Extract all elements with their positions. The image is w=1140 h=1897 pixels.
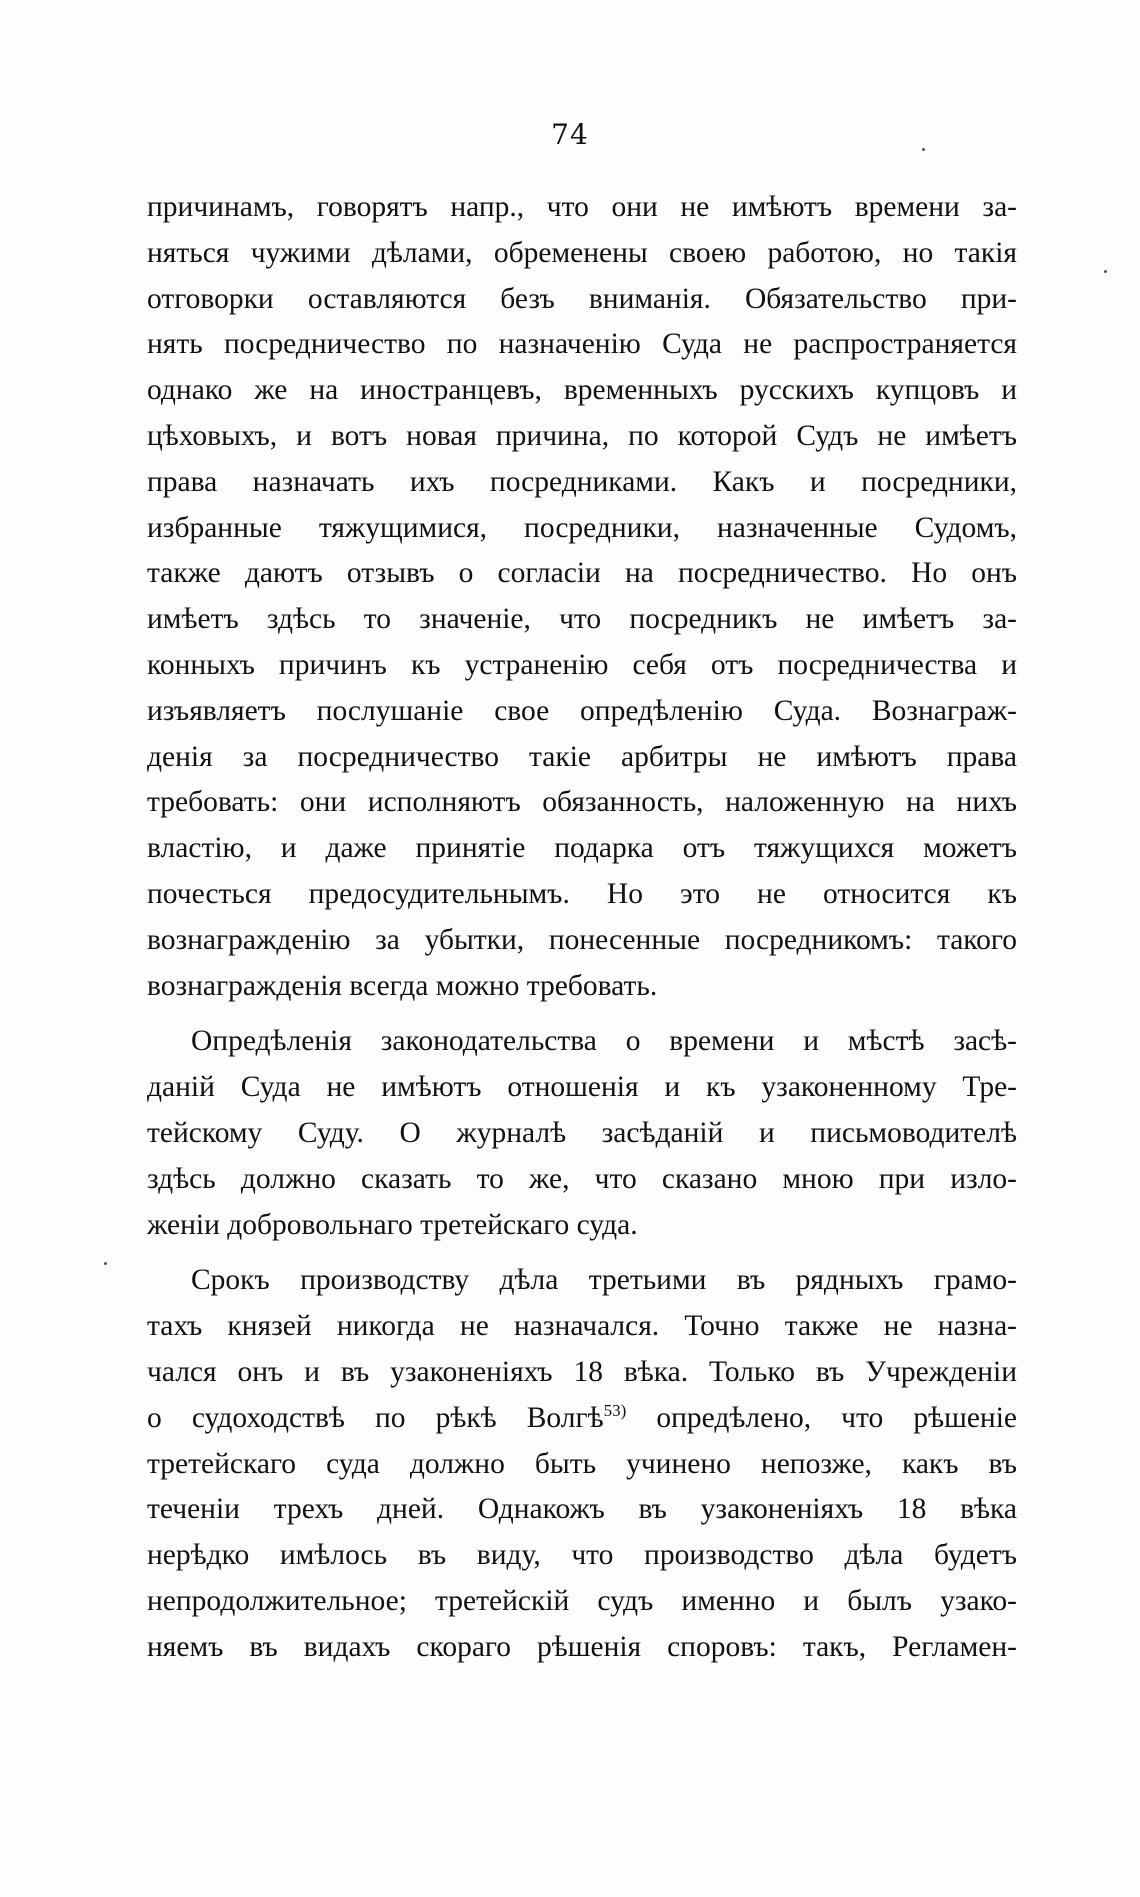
text-line: цѣховыхъ, и вотъ новая причина, по которой Судъ не имѣетъ <box>147 419 1017 452</box>
text-line: Срокъ производству дѣла третьими въ рядныхъ грамо- <box>191 1264 1017 1297</box>
text-line: права назначать ихъ посредниками. Какъ и посредники, <box>147 465 1017 498</box>
text-line: теченіи трехъ дней. Однакожъ въ узаконеніяхъ 18 вѣка <box>147 1493 1017 1526</box>
text-line: няться чужими дѣлами, обременены своею работою, но такія <box>147 236 1017 269</box>
paragraph-2 <box>147 1019 1017 1248</box>
text-line: отговорки оставляются безъ вниманія. Обязательство при- <box>147 282 1017 315</box>
paragraph-1 <box>147 185 1017 1009</box>
text-line: чался онъ и въ узаконеніяхъ 18 вѣка. Только въ Учрежденіи <box>147 1355 1017 1388</box>
text-line: денія за посредничество такіе арбитры не имѣютъ права <box>147 740 1017 773</box>
text-line: вознагражденія всегда можно требовать. <box>147 969 658 1002</box>
text-line: нять посредничество по назначенію Суда не распространяется <box>147 328 1017 361</box>
text-line: даній Суда не имѣютъ отношенія и къ узаконенному Тре- <box>147 1071 1017 1104</box>
text-line: причинамъ, говорятъ напр., что они не имѣютъ времени за- <box>147 191 1017 223</box>
text-line: нерѣдко имѣлось въ виду, что производство дѣла будетъ <box>147 1539 1017 1572</box>
line-text-after-footnote: опредѣлено, что рѣшеніе <box>626 1401 1017 1434</box>
footnote-reference: 53) <box>603 1400 627 1420</box>
text-line: почесться предосудительнымъ. Но это не относится къ <box>147 877 1017 910</box>
text-line: тейскому Суду. О журналѣ засѣданій и письмоводителѣ <box>147 1116 1017 1149</box>
text-line: властію, и даже принятіе подарка отъ тяжущихся можетъ <box>147 832 1017 865</box>
print-speck <box>922 148 925 151</box>
print-speck <box>104 1262 107 1265</box>
text-line: непродолжительное; третейскій судъ именно и былъ узако- <box>147 1584 1017 1617</box>
text-line: избранные тяжущимися, посредники, назначенные Судомъ, <box>147 511 1017 544</box>
text-line: Опредѣленія законодательства о времени и мѣстѣ засѣ- <box>191 1025 1017 1058</box>
text-line: изъявляетъ послушаніе свое опредѣленію Суда. Вознаграж- <box>147 694 1017 727</box>
text-line: няемъ въ видахъ скораго рѣшенія споровъ: такъ, Регламен- <box>147 1630 1017 1663</box>
text-line: однако же на иностранцевъ, временныхъ русскихъ купцовъ и <box>147 374 1017 407</box>
text-line: третейскаго суда должно быть учинено непозже, какъ въ <box>147 1447 1017 1480</box>
text-line: женіи добровольнаго третейскаго суда. <box>147 1208 638 1241</box>
text-line: требовать: они исполняютъ обязанность, наложенную на нихъ <box>147 786 1017 819</box>
page-number: 74 <box>551 118 589 151</box>
text-line: тахъ князей никогда не назначался. Точно также не назна- <box>147 1310 1017 1343</box>
text-line: здѣсь должно сказать то же, что сказано мною при изло- <box>147 1162 1017 1195</box>
text-line: конныхъ причинъ къ устраненію себя отъ посредничества и <box>147 648 1017 681</box>
text-line: также даютъ отзывъ о согласіи на посредничество. Но онъ <box>147 557 1017 590</box>
body-text <box>147 185 1017 1681</box>
line-text-before-footnote: о судоходствѣ по рѣкѣ Волгѣ <box>147 1401 604 1434</box>
text-line-with-footnote <box>147 1396 1017 1442</box>
paragraph-3 <box>147 1258 1017 1670</box>
print-speck <box>1104 270 1107 273</box>
text-line: имѣетъ здѣсь то значеніе, что посредникъ не имѣетъ за- <box>147 603 1017 636</box>
text-line: вознагражденію за убытки, понесенные посредникомъ: такого <box>147 923 1017 956</box>
